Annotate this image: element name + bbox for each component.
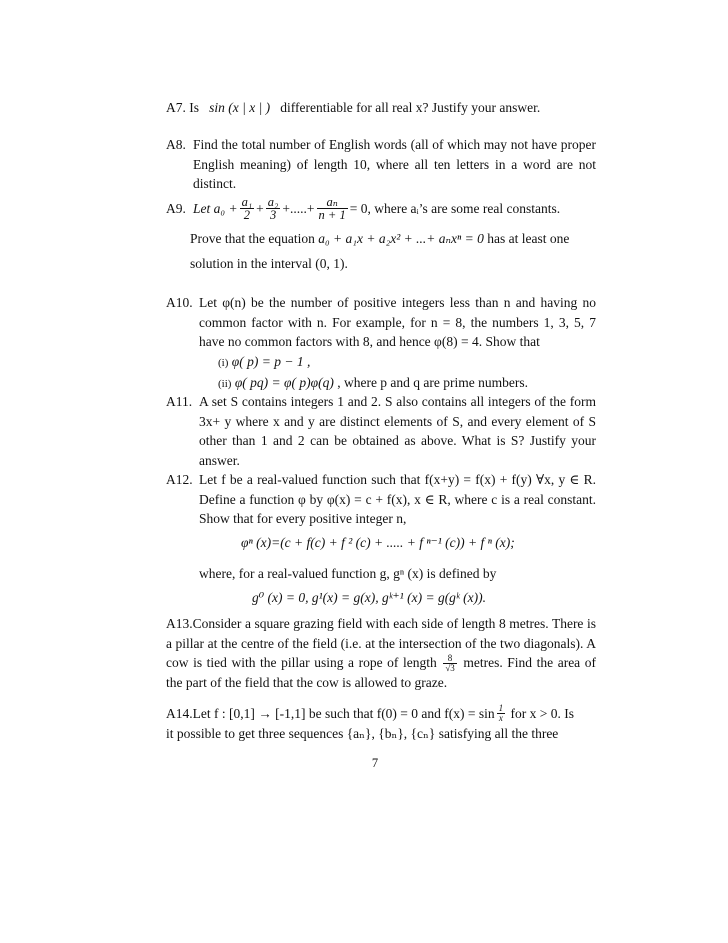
a10-ii-label: (ii) — [218, 378, 232, 390]
a14-text-pre: A14.Let f : [0,1] → [-1,1] be such that f(0) = 0 and f(x) = — [166, 706, 476, 721]
a12-equation-2: g⁰ (x) = 0, g¹(x) = g(x), gᵏ⁺¹ (x) = g(gᵏ (x)). — [252, 589, 486, 605]
question-a8 — [166, 135, 596, 194]
a7-pre: Is — [189, 100, 199, 115]
a12-text: Let f be a real-valued function such that f(x+y) = f(x) + f(y) ∀x, y ∈ R. Define a function φ by φ(x) = c + f(x), x ∈ R, where c is a real constant. Show that for every positive integer n, — [199, 472, 596, 526]
a10-i-label: (i) — [218, 356, 229, 369]
question-a13 — [166, 614, 596, 693]
a7-expression: sin (x | x | ) — [209, 100, 271, 115]
a14-line2: it possible to get three sequences {aₙ}, {bₙ}, {cₙ} satisfying all the three — [166, 725, 559, 741]
a8-text: Find the total number of English words (all of which may not have proper English meaning) of length 10, where all ten letters in a word are not distinct. — [193, 137, 596, 191]
a9-fraction-1: $\frac{\text{a₁}}{2}$ — [241, 195, 253, 222]
question-a7 — [166, 98, 596, 118]
a7-label: A7. — [166, 100, 186, 115]
a14-text-mid: for x > 0. Is — [510, 706, 575, 721]
a10-ii-expression: φ( pq) = φ( p)φ(q) — [234, 375, 334, 390]
a14-sin: sin — [478, 706, 495, 721]
a14-sin-fraction: $\frac{1}{x}$ — [498, 703, 504, 724]
question-a12 — [166, 470, 596, 607]
a9-fraction-n: $\frac{\text{aₙ}}{n + 1}$ — [318, 195, 346, 222]
a11-text: A set S contains integers 1 and 2. S also contains all integers of the form 3x+ y where x and y are distinct elements of S, and every element of S other than 1 and 2 can be obtained as above. What is S? Justify your answer. — [199, 394, 596, 468]
a13-rope-fraction: $\frac{8}{√3}$ — [445, 653, 455, 674]
a9-prove-equation: a₀ + a₁x + a₂x² + ...+ aₙxⁿ = 0 — [318, 231, 484, 246]
a13-text-pre: A13.Consider a square grazing field with each side of length 8 metres. There is a pillar at the centre of the field (i.e. at the intersection of the two diagonals). A cow is tied with the pillar using a rope of length — [166, 616, 596, 670]
a12-where: where, for a real-valued function g, gⁿ (x) is defined by — [199, 566, 497, 581]
page-number: 7 — [371, 756, 379, 770]
a10-i-expression: φ( p) = p − 1 , — [231, 353, 311, 369]
a9-line3: solution in the interval (0, 1). — [190, 255, 348, 271]
a9-prove-post: has at least one — [487, 231, 570, 246]
a8-label: A8. — [166, 137, 186, 152]
question-a11 — [166, 392, 596, 470]
a9-label: A9. — [166, 200, 186, 216]
a9-tail: where aᵢ’s are some real constants. — [374, 200, 561, 216]
a9-fraction-2: $\frac{\text{a₂}}{3}$ — [267, 195, 279, 222]
question-a10 — [166, 293, 596, 395]
a12-equation-1: φⁿ (x)=(c + f(c) + f ² (c) + ..... + f ⁿ⁻¹ (c)) + f ⁿ (x); — [241, 534, 515, 550]
a9-prove-pre: Prove that the equation — [190, 231, 315, 246]
a13-text-mid: metres. — [463, 655, 503, 670]
a10-ii-post: , where p and q are prime numbers. — [337, 375, 529, 390]
question-a14 — [166, 704, 596, 743]
a13-text-post: Find the area of the part of the field that the cow is allowed to graze. — [166, 655, 596, 691]
a9-dots: +.....+ — [282, 200, 315, 216]
a10-label: A10. — [166, 295, 193, 310]
a7-post: differentiable for all real x? Justify your answer. — [280, 100, 541, 115]
a10-text: Let φ(n) be the number of positive integers less than n and having no common factor with n. For example, for n = 8, the numbers 1, 3, 5, 7 have no common factors with 8, and hence φ(8) = 4. Show that — [199, 295, 596, 349]
a9-lead: Let a₀ + — [193, 200, 238, 216]
a11-label: A11. — [166, 394, 193, 409]
a12-label: A12. — [166, 472, 193, 487]
question-a9: A9. Let a₀ + $\frac{\text{a₁}}{2}$ + $\frac{\text{a₂}}{3}$ +.....+ $\frac{\text{aₙ}}{n + 1}$ = 0, where aᵢ’s are some real constants. Prove that the equation a₀ + a₁x + a₂x² + ...+ aₙxⁿ = 0 has at least one solution in the interval (0, 1). — [166, 195, 570, 271]
a9-eq: = 0, — [349, 200, 371, 216]
